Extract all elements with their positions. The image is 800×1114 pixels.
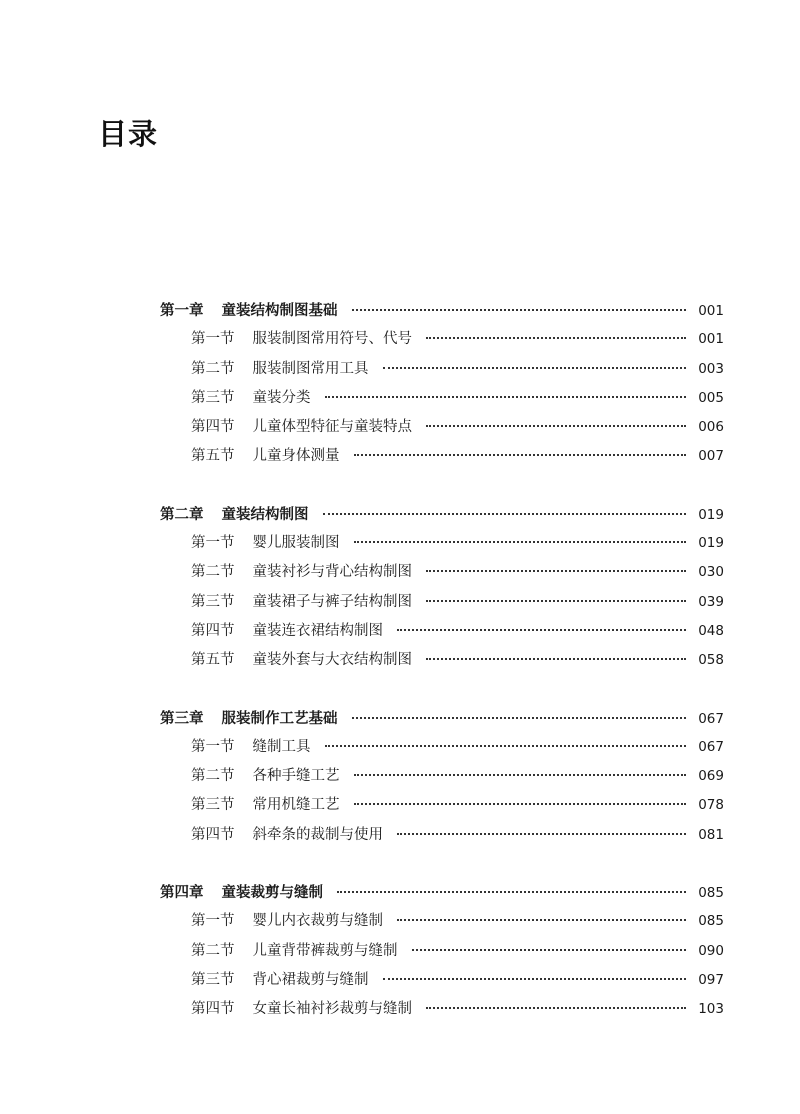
page-number: 001 [698, 303, 724, 319]
section-title: 斜牵条的裁制与使用 [252, 826, 383, 843]
dot-leader [337, 891, 686, 893]
dot-leader [426, 658, 686, 660]
page-number: 058 [698, 652, 724, 669]
dot-leader [354, 454, 687, 456]
dot-leader [354, 774, 687, 776]
section-label: 第一节 [191, 738, 235, 755]
chapter-entry[interactable] [160, 878, 724, 907]
section-title: 童装分类 [252, 389, 311, 406]
section-title: 童装裙子与裤子结构制图 [252, 593, 412, 610]
dot-leader [323, 513, 687, 515]
section-label: 第三节 [191, 389, 235, 406]
dot-leader [397, 629, 686, 631]
section-title: 女童长袖衬衫裁剪与缝制 [252, 1001, 412, 1018]
section-label: 第四节 [191, 419, 235, 436]
section-title: 婴儿内衣裁剪与缝制 [252, 913, 383, 930]
page-number: 067 [698, 710, 724, 727]
section-label: 第三节 [191, 971, 235, 988]
section-label: 第二节 [191, 360, 235, 377]
page-number: 005 [698, 389, 724, 406]
section-label: 第三节 [191, 797, 235, 814]
section-label: 第三节 [191, 593, 235, 610]
section-label: 第二节 [191, 942, 235, 959]
dot-leader [325, 745, 687, 747]
chapter-1 [160, 296, 724, 472]
section-label: 第四节 [191, 826, 235, 843]
section-title: 儿童背带裤裁剪与缝制 [252, 942, 398, 959]
page-number: 090 [698, 942, 724, 959]
section-title: 婴儿服装制图 [252, 535, 340, 552]
section-label: 第四节 [191, 622, 235, 639]
page-number: 030 [698, 564, 724, 581]
page-number: 067 [698, 738, 724, 755]
dot-leader [426, 600, 686, 602]
section-entry[interactable] [160, 355, 724, 384]
section-title: 各种手缝工艺 [252, 768, 340, 785]
page-number: 103 [698, 1001, 724, 1018]
page-number: 039 [698, 593, 724, 610]
section-entry[interactable] [160, 384, 724, 413]
table-of-contents [160, 296, 724, 1053]
section-label: 第五节 [191, 652, 235, 669]
page-title: 目录 [98, 117, 159, 151]
chapter-entry[interactable] [160, 500, 724, 529]
dot-leader [426, 425, 686, 427]
chapter-entry[interactable] [160, 296, 724, 325]
chapter-title: 服装制作工艺基础 [221, 709, 338, 727]
chapter-label: 第二章 [160, 505, 204, 523]
section-entry[interactable] [160, 907, 724, 936]
section-entry[interactable] [160, 937, 724, 966]
page-number: 019 [698, 506, 724, 523]
section-title: 童装外套与大衣结构制图 [252, 652, 412, 669]
dot-leader [354, 541, 687, 543]
section-label: 第四节 [191, 1001, 235, 1018]
section-entry[interactable] [160, 617, 724, 646]
page-number: 097 [698, 971, 724, 988]
section-entry[interactable] [160, 413, 724, 442]
section-title: 童装连衣裙结构制图 [252, 622, 383, 639]
dot-leader [383, 367, 687, 369]
page-number: 006 [698, 419, 724, 436]
section-label: 第一节 [191, 913, 235, 930]
page-number: 085 [698, 885, 724, 902]
section-title: 儿童身体测量 [252, 448, 340, 465]
chapter-2 [160, 500, 724, 676]
dot-leader [325, 396, 687, 398]
section-entry[interactable] [160, 529, 724, 558]
section-title: 服装制图常用符号、代号 [252, 331, 412, 348]
section-entry[interactable] [160, 325, 724, 354]
section-label: 第二节 [191, 564, 235, 581]
page-number: 003 [698, 360, 724, 377]
page-number: 081 [698, 826, 724, 843]
page-number: 078 [698, 797, 724, 814]
section-label: 第二节 [191, 768, 235, 785]
section-entry[interactable] [160, 733, 724, 762]
section-title: 儿童体型特征与童装特点 [252, 419, 412, 436]
chapter-label: 第一章 [160, 302, 204, 319]
page-number: 069 [698, 768, 724, 785]
chapter-entry[interactable] [160, 704, 724, 733]
chapter-label: 第三章 [160, 709, 204, 727]
section-entry[interactable] [160, 588, 724, 617]
section-title: 童装衬衫与背心结构制图 [252, 564, 412, 581]
dot-leader [426, 570, 686, 572]
section-label: 第五节 [191, 448, 235, 465]
section-entry[interactable] [160, 966, 724, 995]
chapter-title: 童装裁剪与缝制 [221, 884, 323, 902]
section-entry[interactable] [160, 558, 724, 587]
section-entry[interactable] [160, 821, 724, 850]
dot-leader [352, 309, 687, 311]
section-title: 背心裙裁剪与缝制 [252, 971, 369, 988]
dot-leader [354, 803, 687, 805]
section-entry[interactable] [160, 995, 724, 1024]
section-title: 缝制工具 [252, 738, 311, 755]
page-number: 019 [698, 535, 724, 552]
chapter-title: 童装结构制图 [221, 505, 309, 523]
chapter-title: 童装结构制图基础 [221, 302, 338, 319]
dot-leader [352, 717, 687, 719]
section-label: 第一节 [191, 535, 235, 552]
dot-leader [426, 337, 686, 339]
chapter-3 [160, 704, 724, 850]
section-entry[interactable] [160, 762, 724, 791]
section-label: 第一节 [191, 331, 235, 348]
section-entry[interactable] [160, 791, 724, 820]
section-entry[interactable] [160, 442, 724, 471]
section-entry[interactable] [160, 646, 724, 675]
page-number: 085 [698, 913, 724, 930]
dot-leader [397, 833, 686, 835]
section-title: 服装制图常用工具 [252, 360, 369, 377]
page-number: 048 [698, 622, 724, 639]
page-number: 007 [698, 448, 724, 465]
section-title: 常用机缝工艺 [252, 797, 340, 814]
dot-leader [383, 978, 687, 980]
dot-leader [412, 949, 687, 951]
dot-leader [397, 919, 686, 921]
chapter-4 [160, 878, 724, 1024]
dot-leader [426, 1007, 686, 1009]
chapter-label: 第四章 [160, 884, 204, 902]
page-number: 001 [698, 331, 724, 348]
